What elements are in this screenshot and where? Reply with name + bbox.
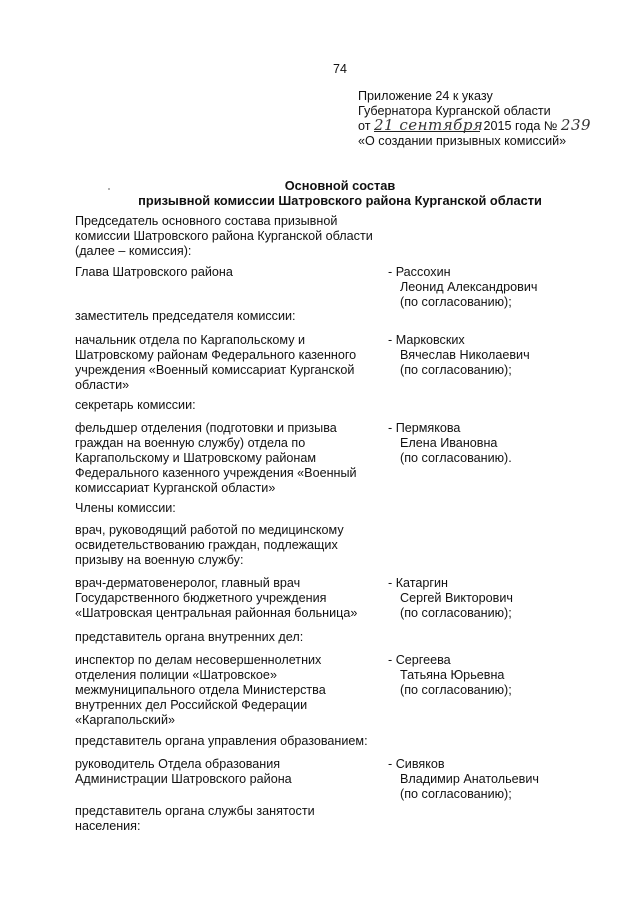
doctor-surname: - Катаргин	[388, 576, 448, 590]
secretary-surname: - Пермякова	[388, 421, 461, 435]
handwritten-number: 239	[560, 116, 592, 134]
chairman-name	[388, 265, 618, 310]
deputy-intro: заместитель председателя комиссии:	[75, 309, 296, 323]
police-position: инспектор по делам несовершеннолетних отделения полиции «Шатровское» межмуниципального отдела Министерства внутренних дел Российской Федерации «Каргапольский»	[75, 653, 326, 727]
appendix-line-1: Приложение 24 к указу	[358, 89, 493, 103]
doctor-name	[388, 576, 618, 621]
doctor-given-names: Сергей Викторович	[400, 591, 513, 605]
chairman-intro: Председатель основного состава призывной комиссии Шатровского района Курганской области (далее – комиссия):	[75, 214, 373, 258]
doctor-intro: врач, руководящий работой по медицинскому освидетельствованию граждан, подлежащих призыву на военную службу:	[75, 523, 344, 567]
appendix-line-2: Губернатора Курганской области	[358, 104, 551, 118]
education-surname: - Сивяков	[388, 757, 445, 771]
members-intro: Члены комиссии:	[75, 501, 176, 515]
appendix-from: от	[358, 119, 371, 133]
secretary-name	[388, 421, 618, 466]
employment-intro: представитель органа службы занятости населения:	[75, 804, 315, 833]
deputy-position: начальник отдела по Каргапольскому и Шатровскому районам Федерального казенного учреждения «Военный комиссариат Курганской области»	[75, 333, 357, 392]
secretary-position: фельдшер отделения (подготовки и призыва граждан на военную службу) отдела по Каргапольскому и Шатровскому районам Федерального казенного учреждения «Военный комиссариат Курганской области»	[75, 421, 357, 495]
education-name	[388, 757, 618, 802]
education-note: (по согласованию);	[400, 787, 512, 801]
police-note: (по согласованию);	[400, 683, 512, 697]
title-line-1: Основной состав	[284, 178, 396, 193]
chairman-given-names: Леонид Александрович	[400, 280, 538, 294]
deputy-given-names: Вячеслав Николаевич	[400, 348, 530, 362]
title-line-2: призывной комиссии Шатровского района Курганской области	[138, 193, 542, 208]
education-position: руководитель Отдела образования Администрации Шатровского района	[75, 757, 292, 786]
document-title	[60, 178, 620, 208]
police-intro: представитель органа внутренних дел:	[75, 630, 304, 644]
education-given-names: Владимир Анатольевич	[400, 772, 539, 786]
appendix-header	[358, 89, 628, 149]
police-surname: - Сергеева	[388, 653, 451, 667]
deputy-name	[388, 333, 618, 378]
chairman-surname: - Рассохин	[388, 265, 451, 279]
page-number: 74	[333, 62, 347, 76]
doctor-note: (по согласованию);	[400, 606, 512, 620]
appendix-year: 2015 года №	[483, 119, 558, 133]
scan-speck	[108, 188, 110, 190]
chairman-position: Глава Шатровского района	[75, 265, 233, 279]
secretary-intro: секретарь комиссии:	[75, 398, 196, 412]
appendix-line-3	[358, 116, 628, 134]
police-given-names: Татьяна Юрьевна	[400, 668, 505, 682]
deputy-note: (по согласованию);	[400, 363, 512, 377]
police-name	[388, 653, 618, 698]
deputy-surname: - Марковских	[388, 333, 465, 347]
doctor-position: врач-дерматовенеролог, главный врач Государственного бюджетного учреждения «Шатровская центральная районная больница»	[75, 576, 358, 620]
chairman-note: (по согласованию);	[400, 295, 512, 309]
handwritten-date: 21 сентября	[374, 116, 484, 134]
appendix-line-4: «О создании призывных комиссий»	[358, 134, 567, 148]
education-intro: представитель органа управления образованием:	[75, 734, 368, 748]
secretary-given-names: Елена Ивановна	[400, 436, 498, 450]
secretary-note: (по согласованию).	[400, 451, 512, 465]
